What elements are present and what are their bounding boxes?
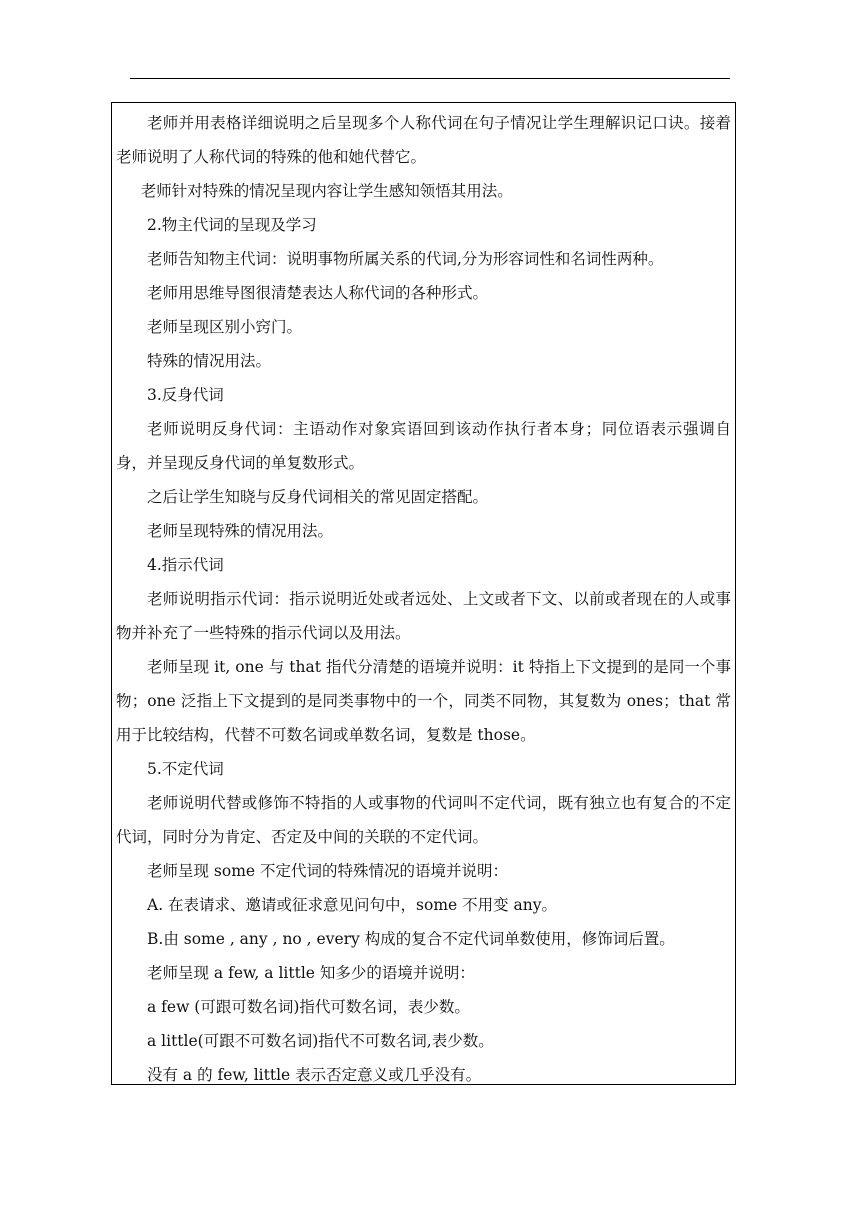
paragraph-few-little-negative: 没有 a 的 few, little 表示否定意义或几乎没有。 xyxy=(147,1066,482,1084)
paragraph-mind-map: 老师用思维导图很清楚表达人称代词的各种形式。 xyxy=(147,284,489,302)
paragraph-it-one-that: 老师呈现 it, one 与 that 指代分清楚的语境并说明：it 特指上下文提到的是同一个事物；one 泛指上下文提到的是同类事物中的一个，同类不同物，其复数为 ones；that 常用于比较结构，代替不可数名词或单数名词，复数是 those。 xyxy=(116,658,731,744)
paragraph-rule-a: A. 在表请求、邀请或征求意见问句中，some 不用变 any。 xyxy=(147,896,558,914)
paragraph-reflexive-definition: 老师说明反身代词：主语动作对象宾语回到该动作执行者本身；同位语表示强调自身，并呈现反身代词的单复数形式。 xyxy=(116,420,731,472)
paragraph-some-context: 老师呈现 some 不定代词的特殊情况的语境并说明： xyxy=(147,862,509,880)
paragraph-a-few: a few (可跟可数名词)指代可数名词，表少数。 xyxy=(147,998,470,1016)
content-table-cell xyxy=(111,102,736,1085)
paragraph-demonstrative-definition: 老师说明指示代词：指示说明近处或者远处、上文或者下文、以前或者现在的人或事物并补充了一些特殊的指示代词以及用法。 xyxy=(116,590,731,642)
content-body xyxy=(116,106,731,1092)
paragraph-indefinite-definition: 老师说明代替或修饰不特指的人或事物的代词叫不定代词，既有独立也有复合的不定代词，同时分为肯定、否定及中间的关联的不定代词。 xyxy=(116,794,731,846)
paragraph-tips: 老师呈现区别小窍门。 xyxy=(147,318,303,336)
paragraph-a-little: a little(可跟不可数名词)指代不可数名词,表少数。 xyxy=(147,1032,494,1050)
paragraph-special-usage: 特殊的情况用法。 xyxy=(147,352,272,370)
paragraph-few-little-context: 老师呈现 a few, a little 知多少的语境并说明： xyxy=(147,964,475,982)
section-heading-demonstrative-pronouns: 4.指示代词 xyxy=(147,556,224,574)
section-heading-indefinite-pronouns: 5.不定代词 xyxy=(147,760,224,778)
section-heading-possessive-pronouns: 2.物主代词的呈现及学习 xyxy=(147,216,317,234)
paragraph-rule-b: B.由 some , any , no , every 构成的复合不定代词单数使用，修饰词后置。 xyxy=(147,930,675,948)
paragraph-possessive-definition: 老师告知物主代词：说明事物所属关系的代词,分为形容词性和名词性两种。 xyxy=(147,250,664,268)
paragraph-special-cases: 老师针对特殊的情况呈现内容让学生感知领悟其用法。 xyxy=(140,182,513,200)
paragraph-reflexive-collocations: 之后让学生知晓与反身代词相关的常见固定搭配。 xyxy=(147,488,489,506)
paragraph-personal-pronoun-table: 老师并用表格详细说明之后呈现多个人称代词在句子情况让学生理解识记口诀。接着老师说明了人称代词的特殊的他和她代替它。 xyxy=(116,114,731,166)
section-heading-reflexive-pronouns: 3.反身代词 xyxy=(147,386,224,404)
paragraph-reflexive-special: 老师呈现特殊的情况用法。 xyxy=(147,522,334,540)
header-rule xyxy=(130,78,730,79)
